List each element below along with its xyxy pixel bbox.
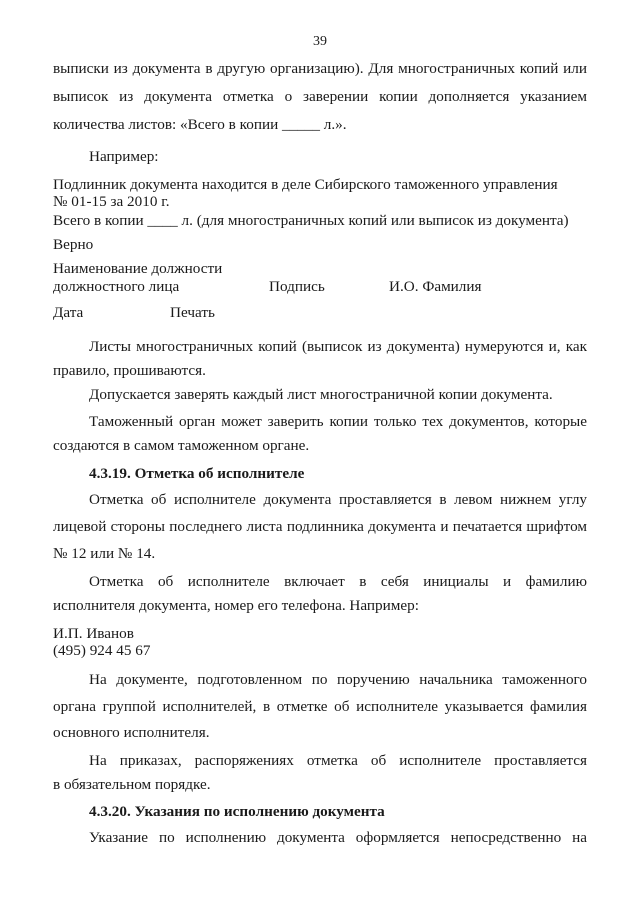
page-number: 39	[313, 34, 327, 49]
paragraph-line: лицевой стороны последнего листа подлинника документа и печатается шрифтом	[53, 518, 587, 535]
paragraph-line: Отметка об исполнителе документа проставляется в левом нижнем углу	[89, 491, 587, 508]
paragraph-line: На приказах, распоряжениях отметка об исполнителе проставляется	[89, 752, 587, 769]
paragraph-line: органа группой исполнителей, в отметке об исполнителе указывается фамилия	[53, 698, 587, 715]
paragraph-line: основного исполнителя.	[53, 724, 210, 741]
paragraph-line: в обязательном порядке.	[53, 776, 211, 793]
paragraph-line: количества листов: «Всего в копии _____ л.».	[53, 116, 347, 133]
example-position-title: Наименование должности	[53, 260, 223, 277]
paragraph-line: выписок из документа отметка о заверении копии дополняется указанием	[53, 88, 587, 105]
paragraph-line: правило, прошиваются.	[53, 362, 206, 379]
example-signature: Подпись	[269, 278, 325, 295]
paragraph-line: № 12 или № 14.	[53, 545, 156, 562]
paragraph-line: Листы многостраничных копий (выписок из документа) нумеруются и, как	[89, 338, 587, 355]
example-position-title: должностного лица	[53, 278, 180, 295]
example-stamp: Печать	[170, 304, 215, 321]
section-heading: 4.3.19. Отметка об исполнителе	[89, 465, 305, 482]
paragraph-line: Таможенный орган может заверить копии только тех документов, которые	[89, 413, 587, 430]
example-verno: Верно	[53, 236, 94, 253]
paragraph-line: Указание по исполнению документа оформляется непосредственно на	[89, 829, 587, 846]
paragraph-line: Отметка об исполнителе включает в себя инициалы и фамилию	[89, 573, 587, 590]
paragraph-line: исполнителя документа, номер его телефона. Например:	[53, 597, 419, 614]
executor-example-name: И.П. Иванов	[53, 625, 134, 642]
example-total-line: Всего в копии ____ л. (для многостраничных копий или выписок из документа)	[53, 212, 569, 229]
example-date: Дата	[53, 304, 84, 321]
paragraph-line: создаются в самом таможенном органе.	[53, 437, 310, 454]
example-original-line: Подлинник документа находится в деле Сибирского таможенного управления	[53, 176, 558, 193]
section-heading: 4.3.20. Указания по исполнению документа	[89, 803, 385, 820]
paragraph-line: На документе, подготовленном по поручению начальника таможенного	[89, 671, 587, 688]
example-label: Например:	[89, 148, 159, 165]
example-name: И.О. Фамилия	[389, 278, 482, 295]
paragraph-line: выписки из документа в другую организацию). Для многостраничных копий или	[53, 60, 587, 77]
executor-example-phone: (495) 924 45 67	[53, 642, 151, 659]
example-original-line: № 01-15 за 2010 г.	[53, 193, 170, 210]
paragraph-line: Допускается заверять каждый лист многостраничной копии документа.	[89, 386, 553, 403]
